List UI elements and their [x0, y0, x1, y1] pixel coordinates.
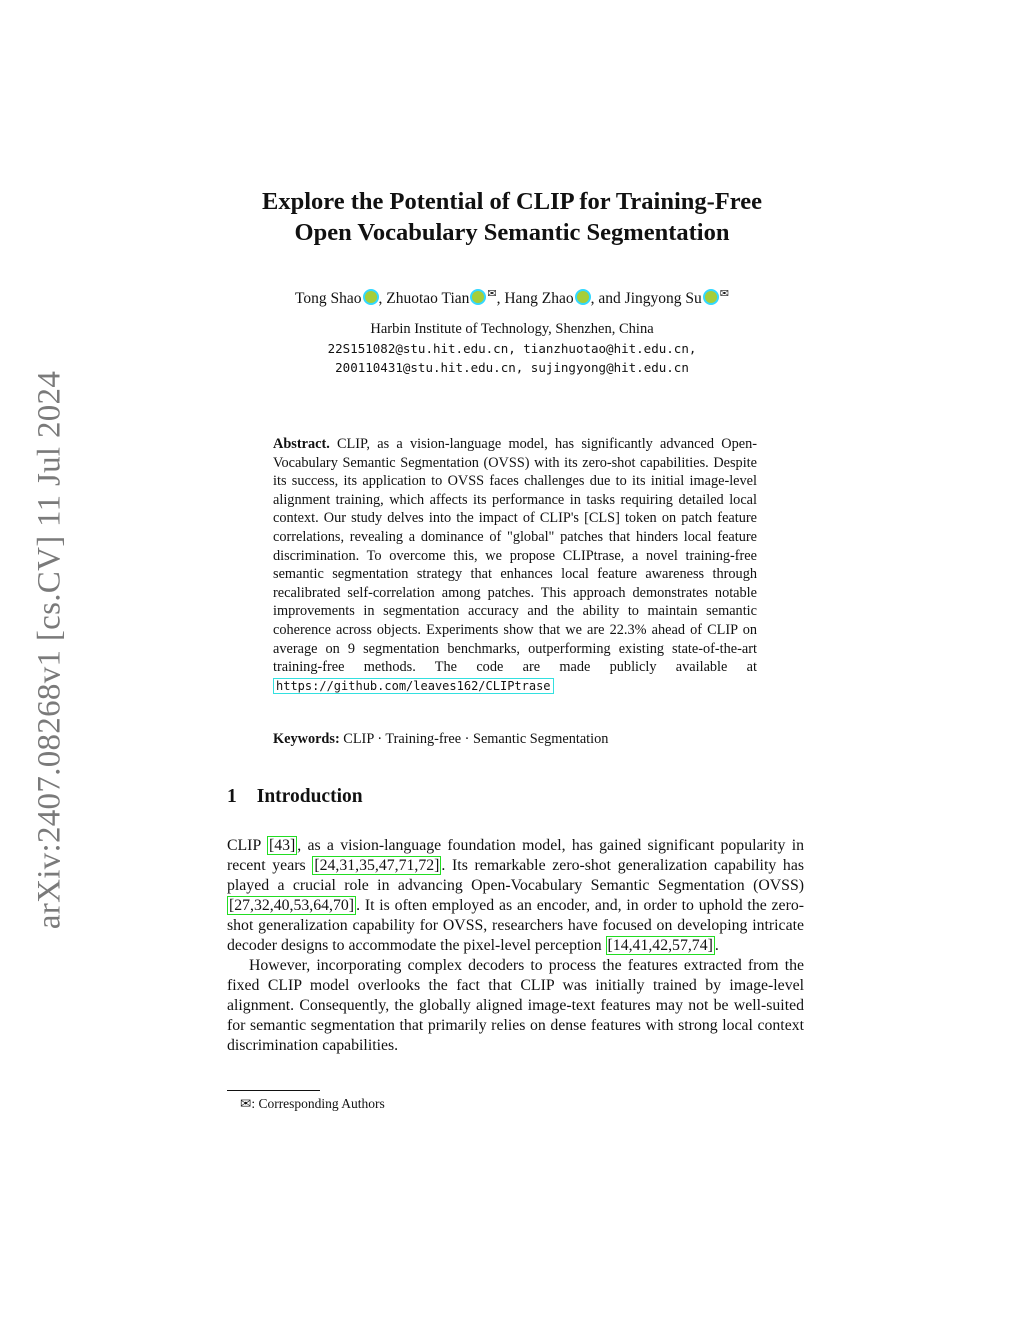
intro-paragraph-1: [227, 836, 804, 956]
author-list: [0, 283, 1024, 310]
abstract-label: Abstract.: [273, 436, 330, 452]
citation-link[interactable]: [27,32,40,53,64,70]: [229, 897, 355, 914]
author-separator: , and: [590, 290, 625, 307]
text-run: , as a vision-language foundation model, has gained significant popularity in recent years: [227, 837, 804, 874]
text-run: .: [714, 937, 719, 954]
affiliation: Harbin Institute of Technology, Shenzhen, China: [370, 321, 654, 337]
citation-link[interactable]: [43]: [268, 837, 296, 854]
section-title: Introduction: [256, 786, 363, 807]
mail-icon: ✉: [240, 1096, 252, 1111]
intro-body: [227, 836, 804, 1056]
author-name: Tong Shao: [295, 290, 362, 307]
mail-icon: ✉: [487, 288, 497, 300]
section-number: 1: [227, 786, 237, 807]
abstract-text: CLIP, as a vision-language model, has significantly advanced Open-Vocabulary Semantic Segmentation (OVSS) with its zero-shot capabilities. Despite its success, its application to OVSS faces challenges due to its initial image-level alignment training, which affects its performance in tasks requiring detailed local context. Our study delves into the impact of CLIP's [CLS] token on patch feature correlations, revealing a dominance of "global" patches that hinders local feature discrimination. To overcome this, we propose CLIPtrase, a novel training-free semantic segmentation strategy that enhances local feature awareness through recalibrated self-correlation among patches. This approach demonstrates notable improvements in segmentation accuracy and the ability to maintain semantic coherence across objects. Experiments show that we are 22.3% ahead of CLIP on average on 9 segmentation benchmarks, outperforming existing state-of-the-art training-free methods. The code are made publicly available at: [273, 436, 757, 676]
abstract: [273, 435, 757, 695]
orcid-icon[interactable]: [575, 289, 591, 305]
orcid-icon[interactable]: [363, 289, 379, 305]
title-line-1: Explore the Potential of CLIP for Training-Free: [262, 188, 762, 215]
emails-line-2: 200110431@stu.hit.edu.cn, sujingyong@hit.edu.cn: [335, 360, 689, 375]
text-run: . Its remarkable zero-shot generalization capability has played a crucial role in advancing Open-Vocabulary Semantic Segmentation (OVSS): [227, 857, 804, 894]
affiliation-block: [0, 320, 1024, 377]
footnote-rule: [227, 1090, 320, 1091]
orcid-icon[interactable]: [470, 289, 486, 305]
code-link[interactable]: https://github.com/leaves162/CLIPtrase: [273, 678, 554, 694]
author-name: Zhuotao Tian: [386, 290, 470, 307]
arxiv-identifier: arXiv:2407.08268v1 [cs.CV] 11 Jul 2024: [31, 370, 68, 930]
author-separator: ,: [378, 290, 387, 307]
paper-title: [0, 186, 1024, 248]
author-name: Hang Zhao: [504, 290, 574, 307]
mail-icon: ✉: [719, 288, 729, 300]
title-line-2: Open Vocabulary Semantic Segmentation: [294, 219, 730, 246]
keywords-label: Keywords:: [273, 731, 340, 747]
author-separator: ,: [496, 290, 505, 307]
author-name: Jingyong Su: [624, 290, 702, 307]
citation-link[interactable]: [14,41,42,57,74]: [607, 937, 713, 954]
keywords-text: CLIP · Training-free · Semantic Segmentation: [339, 731, 609, 747]
footnote: [240, 1095, 385, 1113]
text-run: CLIP: [227, 837, 267, 854]
citation-link[interactable]: [24,31,35,47,71,72]: [314, 857, 440, 874]
orcid-icon[interactable]: [703, 289, 719, 305]
section-heading: [227, 786, 363, 808]
keywords: [273, 730, 757, 749]
emails-line-1: 22S151082@stu.hit.edu.cn, tianzhuotao@hit.edu.cn,: [327, 341, 697, 356]
text-run: . It is often employed as an encoder, and, in order to uphold the zero-shot generalization capability for OVSS, researchers have focused on developing intricate decoder designs to accommodate the pixel-level perception: [227, 897, 804, 954]
footnote-text: : Corresponding Authors: [251, 1096, 385, 1111]
intro-paragraph-2: However, incorporating complex decoders to process the features extracted from the fixed CLIP model overlooks the fact that CLIP was initially trained by image-level alignment. Consequently, the globally aligned image-text features may not be well-suited for semantic segmentation that primarily relies on dense features with strong local context discrimination capabilities.: [227, 957, 804, 1054]
